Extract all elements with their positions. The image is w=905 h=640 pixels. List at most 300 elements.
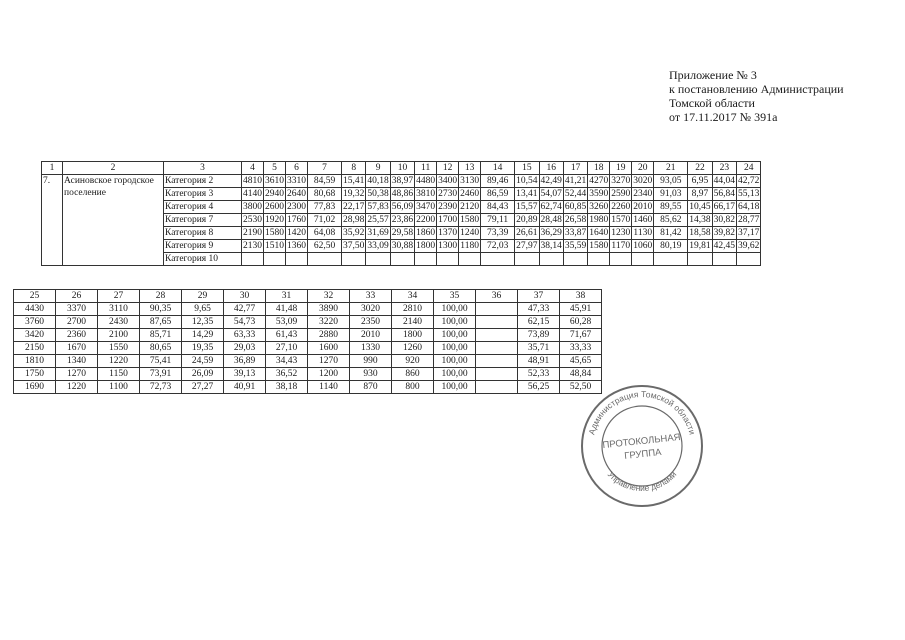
value-cell: 52,44	[564, 189, 587, 199]
value-cell: 1550	[98, 342, 140, 355]
value-cell: 84,43	[481, 201, 515, 214]
value-cell: 100,00	[434, 368, 476, 381]
value-cell: 100,00	[434, 342, 476, 355]
value-cell: 1240	[460, 228, 480, 238]
value-cell: 52,33	[518, 368, 560, 381]
value-cell: 80,19	[654, 240, 688, 253]
value-cell: 38,97	[391, 176, 414, 186]
value-cell: 2430	[98, 316, 140, 329]
value-cell: 1580	[460, 215, 480, 225]
value-cell: 9,65	[182, 303, 224, 316]
table-row	[42, 175, 761, 188]
value-cell: 3760	[14, 316, 56, 329]
column-number-cell: 8	[342, 162, 366, 175]
appendix-region: Томской области	[669, 96, 755, 110]
value-cell: 29,58	[391, 228, 414, 238]
value-cell: 14,29	[182, 329, 224, 342]
value-cell: 33,09	[367, 241, 389, 251]
value-cell: 1670	[56, 342, 98, 355]
value-cell: 73,89	[518, 329, 560, 342]
value-cell	[476, 368, 518, 381]
value-cell: 93,05	[654, 175, 688, 188]
value-cell	[481, 253, 515, 266]
tariff-table-part-2	[13, 289, 602, 394]
appendix-title: Приложение № 3	[669, 68, 757, 82]
value-cell: 2700	[56, 316, 98, 329]
value-cell: 35,71	[518, 342, 560, 355]
value-cell: 28,48	[540, 215, 562, 225]
value-cell: 1570	[611, 215, 631, 225]
value-cell: 45,91	[560, 303, 602, 316]
column-number-cell: 37	[518, 290, 560, 303]
value-cell: 40,18	[367, 176, 389, 186]
value-cell: 1760	[287, 215, 306, 225]
value-cell: 23,86	[391, 215, 414, 225]
value-cell	[712, 253, 736, 266]
value-cell: 2300	[287, 202, 306, 212]
value-cell: 48,86	[391, 189, 414, 199]
value-cell: 10,45	[689, 202, 711, 212]
value-cell: 1690	[14, 381, 56, 394]
table-row	[14, 355, 602, 368]
value-cell: 41,21	[564, 176, 587, 186]
value-cell: 870	[350, 381, 392, 394]
value-cell: 6,95	[688, 175, 712, 188]
value-cell: 31,69	[367, 228, 389, 238]
value-cell: 37,50	[343, 241, 365, 251]
value-cell: 8,97	[688, 188, 712, 201]
value-cell	[415, 253, 437, 266]
value-cell: 1460	[633, 215, 653, 225]
value-cell: 24,59	[182, 355, 224, 368]
column-number-cell: 3	[164, 162, 242, 175]
row-number-cell: 7.	[42, 175, 63, 266]
value-cell: 52,50	[560, 381, 602, 394]
value-cell: 47,33	[518, 303, 560, 316]
value-cell: 1330	[350, 342, 392, 355]
category-cell: Категория 2	[164, 175, 242, 188]
value-cell: 2100	[98, 329, 140, 342]
value-cell: 18,58	[689, 228, 711, 238]
value-cell: 1270	[308, 355, 350, 368]
value-cell	[688, 253, 712, 266]
column-number-cell: 22	[688, 162, 712, 175]
value-cell	[563, 253, 587, 266]
value-cell: 80,68	[308, 188, 342, 201]
value-cell: 2600	[265, 202, 284, 212]
value-cell: 66,17	[713, 202, 735, 212]
column-number-cell: 4	[242, 162, 264, 175]
value-cell: 36,29	[540, 228, 562, 238]
value-cell: 2120	[460, 202, 480, 212]
value-cell	[366, 253, 390, 266]
value-cell: 3420	[14, 329, 56, 342]
value-cell	[390, 253, 414, 266]
value-cell	[632, 253, 654, 266]
value-cell: 33,87	[564, 228, 587, 238]
column-number-cell: 5	[264, 162, 286, 175]
value-cell: 4480	[416, 176, 436, 186]
value-cell: 2810	[392, 303, 434, 316]
value-cell: 25,57	[367, 215, 389, 225]
column-number-cell: 34	[392, 290, 434, 303]
value-cell: 3220	[308, 316, 350, 329]
value-cell	[515, 253, 539, 266]
municipality-cell: Асиновское городское поселение	[63, 175, 164, 266]
value-cell: 2190	[243, 228, 262, 238]
value-cell: 35,92	[343, 228, 365, 238]
value-cell: 20,89	[516, 215, 538, 225]
value-cell: 3310	[287, 176, 306, 186]
value-cell: 28,98	[343, 215, 365, 225]
value-cell: 91,03	[654, 188, 688, 201]
value-cell: 85,62	[654, 214, 688, 227]
value-cell: 19,32	[343, 189, 365, 199]
value-cell: 54,07	[540, 189, 562, 199]
value-cell: 1370	[438, 228, 458, 238]
value-cell: 860	[392, 368, 434, 381]
value-cell: 1860	[416, 228, 436, 238]
value-cell: 920	[392, 355, 434, 368]
value-cell: 86,59	[481, 188, 515, 201]
value-cell: 85,71	[140, 329, 182, 342]
value-cell: 2350	[350, 316, 392, 329]
value-cell: 1340	[56, 355, 98, 368]
category-cell: Категория 8	[164, 227, 242, 240]
value-cell	[476, 355, 518, 368]
column-number-cell: 23	[712, 162, 736, 175]
value-cell: 56,25	[518, 381, 560, 394]
value-cell: 80,65	[140, 342, 182, 355]
value-cell: 89,46	[481, 175, 515, 188]
value-cell: 1100	[98, 381, 140, 394]
value-cell: 42,45	[713, 241, 735, 251]
stamp-ring-top-text: Администрация Томской области	[586, 388, 698, 436]
category-cell: Категория 3	[164, 188, 242, 201]
value-cell: 71,02	[308, 214, 342, 227]
column-number-cell: 25	[14, 290, 56, 303]
table-row	[14, 342, 602, 355]
value-cell	[264, 253, 286, 266]
column-number-cell: 33	[350, 290, 392, 303]
column-number-cell: 30	[224, 290, 266, 303]
value-cell: 48,91	[518, 355, 560, 368]
value-cell: 1200	[308, 368, 350, 381]
category-cell: Категория 7	[164, 214, 242, 227]
value-cell: 42,77	[224, 303, 266, 316]
value-cell: 100,00	[434, 381, 476, 394]
value-cell: 56,84	[713, 189, 735, 199]
value-cell: 3020	[350, 303, 392, 316]
value-cell: 1140	[308, 381, 350, 394]
column-number-cell: 32	[308, 290, 350, 303]
column-number-cell: 27	[98, 290, 140, 303]
value-cell: 1810	[14, 355, 56, 368]
value-cell: 100,00	[434, 329, 476, 342]
value-cell	[308, 253, 342, 266]
value-cell	[342, 253, 366, 266]
value-cell: 60,85	[564, 202, 587, 212]
value-cell: 1060	[633, 241, 653, 251]
value-cell: 73,91	[140, 368, 182, 381]
value-cell: 1420	[287, 228, 306, 238]
value-cell: 1300	[438, 241, 458, 251]
value-cell: 930	[350, 368, 392, 381]
value-cell: 1220	[98, 355, 140, 368]
value-cell: 27,27	[182, 381, 224, 394]
value-cell: 1580	[265, 228, 284, 238]
value-cell: 1220	[56, 381, 98, 394]
column-number-cell: 29	[182, 290, 224, 303]
value-cell: 27,97	[516, 241, 538, 251]
value-cell: 1800	[416, 241, 436, 251]
value-cell: 1130	[633, 228, 653, 238]
value-cell: 39,62	[738, 241, 760, 251]
value-cell: 2140	[392, 316, 434, 329]
value-cell: 38,14	[540, 241, 562, 251]
value-cell: 81,42	[654, 227, 688, 240]
value-cell: 990	[350, 355, 392, 368]
value-cell: 3270	[611, 176, 631, 186]
value-cell: 19,35	[182, 342, 224, 355]
value-cell: 3810	[416, 189, 436, 199]
value-cell: 3800	[243, 202, 262, 212]
value-cell	[588, 253, 610, 266]
value-cell: 63,33	[224, 329, 266, 342]
value-cell: 87,65	[140, 316, 182, 329]
value-cell: 3260	[589, 202, 609, 212]
value-cell: 3130	[460, 176, 480, 186]
value-cell: 1980	[589, 215, 609, 225]
value-cell: 10,54	[516, 176, 538, 186]
value-cell: 90,35	[140, 303, 182, 316]
value-cell: 26,09	[182, 368, 224, 381]
value-cell: 48,84	[560, 368, 602, 381]
value-cell: 77,83	[308, 201, 342, 214]
value-cell: 1270	[56, 368, 98, 381]
value-cell: 100,00	[434, 355, 476, 368]
column-number-cell: 24	[737, 162, 761, 175]
value-cell: 3610	[265, 176, 284, 186]
stamp-center-line2: ГРУППА	[623, 447, 663, 462]
column-number-cell: 28	[140, 290, 182, 303]
value-cell: 1750	[14, 368, 56, 381]
value-cell: 1360	[287, 241, 306, 251]
table-row	[14, 381, 602, 394]
value-cell: 62,50	[308, 240, 342, 253]
value-cell	[286, 253, 308, 266]
appendix-header	[669, 68, 844, 124]
value-cell	[654, 253, 688, 266]
value-cell: 2260	[611, 202, 631, 212]
value-cell: 64,18	[738, 202, 760, 212]
table-header-row	[14, 290, 602, 303]
value-cell: 73,39	[481, 227, 515, 240]
value-cell: 1580	[589, 241, 609, 251]
value-cell: 40,91	[224, 381, 266, 394]
value-cell: 79,11	[481, 214, 515, 227]
value-cell: 27,10	[266, 342, 308, 355]
value-cell: 1150	[98, 368, 140, 381]
column-number-cell: 15	[515, 162, 539, 175]
value-cell: 14,38	[689, 215, 711, 225]
value-cell: 26,61	[516, 228, 538, 238]
appendix-reference: к постановлению Администрации	[669, 82, 844, 96]
column-number-cell: 35	[434, 290, 476, 303]
column-number-cell: 14	[481, 162, 515, 175]
category-cell: Категория 9	[164, 240, 242, 253]
category-cell: Категория 10	[164, 253, 242, 266]
value-cell: 42,49	[540, 176, 562, 186]
value-cell: 36,89	[224, 355, 266, 368]
value-cell: 1800	[392, 329, 434, 342]
value-cell	[476, 316, 518, 329]
column-number-cell: 12	[437, 162, 459, 175]
value-cell: 100,00	[434, 316, 476, 329]
value-cell: 1600	[308, 342, 350, 355]
value-cell: 3370	[56, 303, 98, 316]
value-cell: 62,15	[518, 316, 560, 329]
value-cell: 2010	[633, 202, 653, 212]
value-cell: 2150	[14, 342, 56, 355]
value-cell: 2010	[350, 329, 392, 342]
appendix-date: от 17.11.2017 № 391а	[669, 110, 778, 124]
value-cell: 42,72	[738, 176, 760, 186]
column-number-cell: 11	[415, 162, 437, 175]
value-cell: 1510	[265, 241, 284, 251]
value-cell	[737, 253, 761, 266]
column-number-cell: 17	[563, 162, 587, 175]
value-cell: 1640	[589, 228, 609, 238]
value-cell: 12,35	[182, 316, 224, 329]
value-cell: 3590	[589, 189, 609, 199]
value-cell: 57,83	[367, 202, 389, 212]
stamp-ring-bottom-text: Управление делами	[605, 469, 679, 494]
value-cell: 61,43	[266, 329, 308, 342]
value-cell: 71,67	[560, 329, 602, 342]
value-cell: 41,48	[266, 303, 308, 316]
value-cell: 30,88	[391, 241, 414, 251]
value-cell: 54,73	[224, 316, 266, 329]
value-cell: 4810	[243, 176, 262, 186]
value-cell: 89,55	[654, 201, 688, 214]
value-cell: 45,65	[560, 355, 602, 368]
column-number-cell: 20	[632, 162, 654, 175]
value-cell: 39,13	[224, 368, 266, 381]
column-number-cell: 10	[390, 162, 414, 175]
value-cell: 800	[392, 381, 434, 394]
value-cell: 2360	[56, 329, 98, 342]
value-cell: 2880	[308, 329, 350, 342]
value-cell: 1700	[438, 215, 458, 225]
value-cell: 1230	[611, 228, 631, 238]
value-cell: 2940	[265, 189, 284, 199]
column-number-cell: 31	[266, 290, 308, 303]
value-cell	[437, 253, 459, 266]
value-cell: 37,17	[738, 228, 760, 238]
value-cell: 2340	[633, 189, 653, 199]
value-cell: 4140	[243, 189, 262, 199]
value-cell	[476, 342, 518, 355]
value-cell: 72,03	[481, 240, 515, 253]
value-cell: 4270	[589, 176, 609, 186]
value-cell: 53,09	[266, 316, 308, 329]
value-cell	[476, 381, 518, 394]
column-number-cell: 19	[610, 162, 632, 175]
table-row	[14, 303, 602, 316]
value-cell: 72,73	[140, 381, 182, 394]
value-cell: 13,41	[516, 189, 538, 199]
column-number-cell: 36	[476, 290, 518, 303]
value-cell: 30,82	[713, 215, 735, 225]
value-cell: 33,33	[560, 342, 602, 355]
value-cell: 44,04	[713, 176, 735, 186]
value-cell: 3020	[633, 176, 653, 186]
column-number-cell: 38	[560, 290, 602, 303]
value-cell: 62,74	[540, 202, 562, 212]
value-cell: 56,09	[391, 202, 414, 212]
table-row	[14, 329, 602, 342]
value-cell: 1170	[611, 241, 631, 251]
stamp-center-line1: ПРОТОКОЛЬНАЯ	[601, 431, 682, 452]
value-cell: 2460	[460, 189, 480, 199]
value-cell: 2530	[243, 215, 262, 225]
value-cell: 34,43	[266, 355, 308, 368]
value-cell: 64,08	[308, 227, 342, 240]
value-cell: 22,17	[343, 202, 365, 212]
value-cell: 15,41	[343, 176, 365, 186]
value-cell: 3890	[308, 303, 350, 316]
table-header-row	[42, 162, 761, 175]
value-cell: 1920	[265, 215, 284, 225]
column-number-cell: 21	[654, 162, 688, 175]
value-cell: 2730	[438, 189, 458, 199]
value-cell: 19,81	[689, 241, 711, 251]
category-cell: Категория 4	[164, 201, 242, 214]
tariff-table-part-1	[41, 161, 761, 266]
value-cell: 60,28	[560, 316, 602, 329]
value-cell: 100,00	[434, 303, 476, 316]
column-number-cell: 26	[56, 290, 98, 303]
value-cell: 15,57	[516, 202, 538, 212]
value-cell: 26,58	[564, 215, 587, 225]
value-cell	[476, 303, 518, 316]
table-row	[14, 316, 602, 329]
value-cell: 2640	[287, 189, 306, 199]
value-cell: 2200	[416, 215, 436, 225]
column-number-cell: 7	[308, 162, 342, 175]
value-cell: 36,52	[266, 368, 308, 381]
value-cell	[539, 253, 563, 266]
value-cell: 2590	[611, 189, 631, 199]
value-cell: 35,59	[564, 241, 587, 251]
value-cell: 84,59	[308, 175, 342, 188]
table-row	[14, 368, 602, 381]
value-cell	[610, 253, 632, 266]
value-cell: 3470	[416, 202, 436, 212]
value-cell: 3110	[98, 303, 140, 316]
value-cell: 3400	[438, 176, 458, 186]
column-number-cell: 9	[366, 162, 390, 175]
column-number-cell: 18	[588, 162, 610, 175]
value-cell: 2390	[438, 202, 458, 212]
value-cell	[242, 253, 264, 266]
official-stamp	[579, 383, 705, 509]
value-cell: 50,38	[367, 189, 389, 199]
value-cell	[476, 329, 518, 342]
column-number-cell: 16	[539, 162, 563, 175]
value-cell: 29,03	[224, 342, 266, 355]
